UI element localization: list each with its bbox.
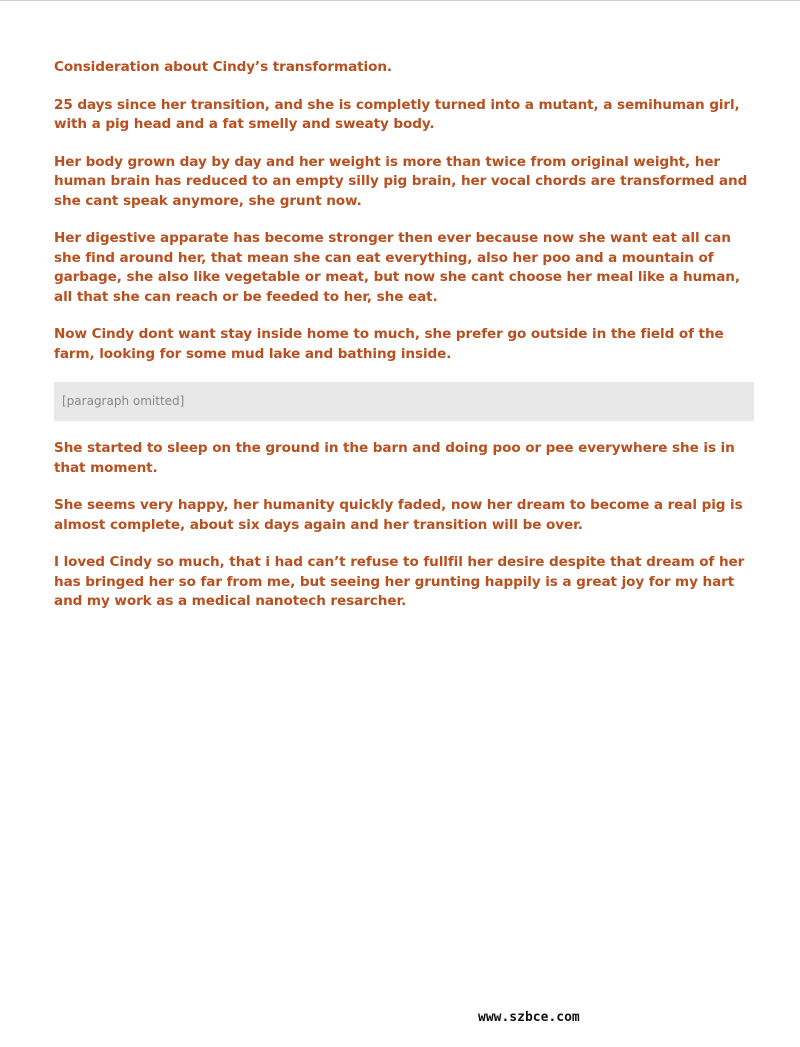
paragraph: She started to sleep on the ground in the barn and doing poo or pee everywhere she is in that moment. bbox=[54, 440, 735, 476]
redacted-paragraph: [paragraph omitted] bbox=[54, 382, 754, 421]
document-body bbox=[54, 58, 754, 630]
paragraph: She seems very happy, her humanity quickly faded, now her dream to become a real pig is almost complete, about six days again and her transition will be over. bbox=[54, 497, 743, 533]
top-border bbox=[0, 0, 800, 1]
document-title: Consideration about Cindy’s transformation. bbox=[54, 59, 393, 75]
paragraph: 25 days since her transition, and she is completly turned into a mutant, a semihuman girl, with a pig head and a fat smelly and sweaty body. bbox=[54, 96, 740, 132]
paragraph: I loved Cindy so much, that i had can’t refuse to fullfil her desire despite that dream of her has bringed her so far from me, but seeing her grunting happily is a great joy for my hart and my work as a medical nanotech resarcher. bbox=[54, 554, 745, 609]
watermark: www.szbce.com bbox=[478, 1010, 580, 1025]
paragraph: Her digestive apparate has become stronger then ever because now she want eat all can she find around her, that mean she can eat everything, also her poo and a mountain of garbage, she also like vegetable or meat, but now she cant choose her meal like a human, all that she can reach or be feeded to her, she eat. bbox=[54, 230, 740, 305]
paragraph: Now Cindy dont want stay inside home to much, she prefer go outside in the field of the farm, looking for some mud lake and bathing inside. bbox=[54, 326, 724, 362]
paragraph: Her body grown day by day and her weight is more than twice from original weight, her human brain has reduced to an empty silly pig brain, her vocal chords are transformed and she cant speak anymore, she grunt now. bbox=[54, 153, 748, 209]
